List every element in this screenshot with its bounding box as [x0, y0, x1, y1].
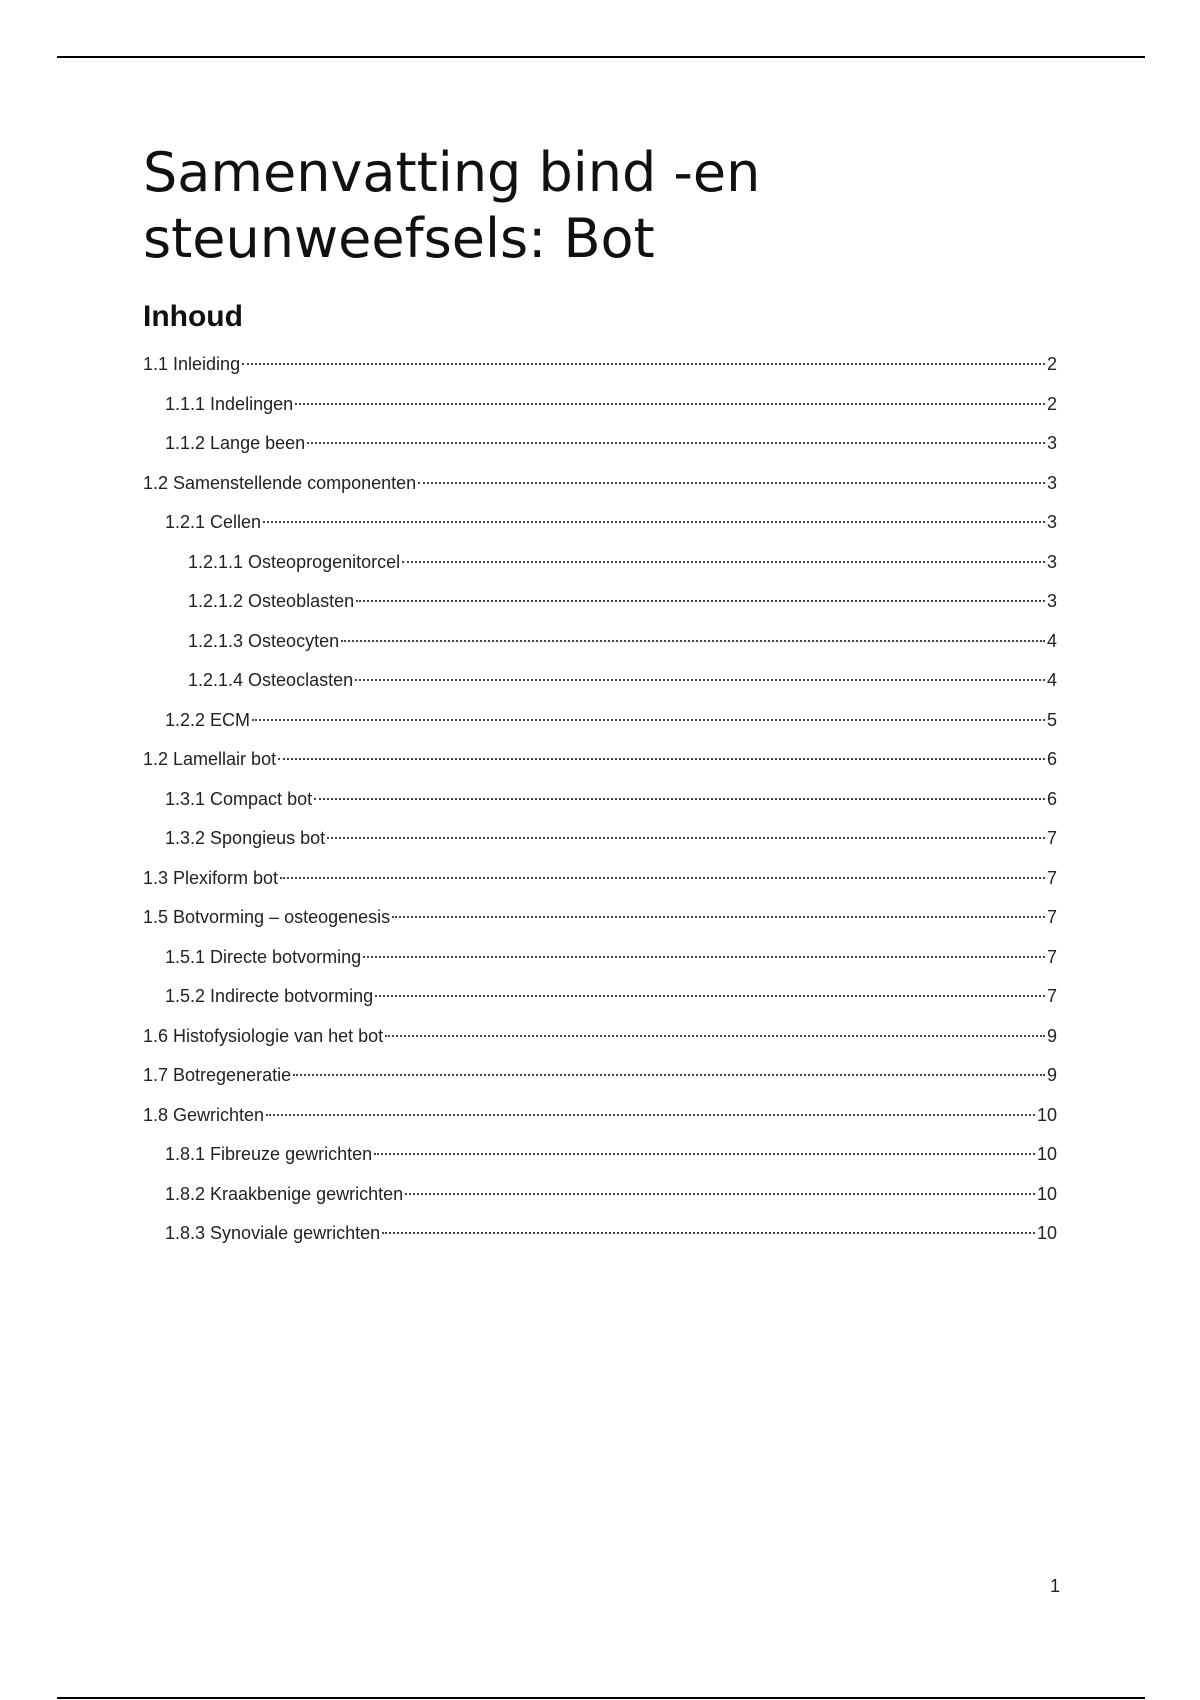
toc-entry-title: 1.3.1 Compact bot [165, 788, 313, 809]
toc-entry[interactable] [143, 622, 1057, 662]
toc-entry[interactable] [143, 938, 1057, 978]
toc-entry[interactable] [143, 1135, 1057, 1175]
toc-entry[interactable] [143, 1214, 1057, 1254]
toc-dot-leader [355, 679, 1045, 681]
toc-entry-title: 1.1 Inleiding [143, 354, 241, 374]
toc-entry[interactable] [143, 1175, 1057, 1215]
toc-entry-page: 6 [1046, 749, 1057, 769]
toc-entry[interactable] [143, 740, 1057, 780]
toc-entry-title: 1.8.3 Synoviale gewrichten [165, 1223, 381, 1243]
toc-dot-leader [266, 1114, 1035, 1116]
toc-entry-page: 4 [1046, 630, 1057, 651]
toc-entry-title: 1.2.2 ECM [165, 709, 251, 730]
toc-entry-page: 3 [1046, 551, 1057, 572]
toc-entry-page: 9 [1046, 1065, 1057, 1085]
title-line-1: Samenvatting bind -en [143, 141, 761, 204]
toc-entry-title: 1.1.1 Indelingen [165, 393, 294, 414]
toc-entry-page: 3 [1046, 433, 1057, 453]
toc-entry[interactable] [143, 859, 1057, 899]
toc-entry-page: 2 [1046, 354, 1057, 374]
toc-dot-leader [341, 640, 1045, 642]
toc-dot-leader [327, 837, 1045, 839]
toc-entry-title: 1.3.2 Spongieus bot [165, 828, 326, 848]
toc-dot-leader [263, 521, 1045, 523]
toc-entry-page: 7 [1046, 946, 1057, 967]
toc-entry[interactable] [143, 977, 1057, 1017]
header-rule [57, 56, 1145, 58]
toc-entry-page: 7 [1046, 986, 1057, 1006]
toc-entry-title: 1.5 Botvorming – osteogenesis [143, 907, 391, 927]
toc-dot-leader [363, 956, 1045, 958]
toc-dot-leader [392, 916, 1045, 918]
toc-entry-title: 1.2.1.2 Osteoblasten [188, 591, 355, 611]
toc-entry-page: 10 [1036, 1183, 1057, 1204]
toc-dot-leader [278, 758, 1045, 760]
toc-dot-leader [242, 363, 1045, 365]
title-line-2: steunweefsels: Bot [143, 207, 655, 270]
toc-entry[interactable] [143, 1096, 1057, 1136]
toc-entry-page: 3 [1046, 591, 1057, 611]
toc-entry-page: 3 [1046, 512, 1057, 532]
toc-dot-leader [375, 995, 1045, 997]
toc-entry-page: 10 [1036, 1104, 1057, 1125]
toc-entry-title: 1.5.1 Directe botvorming [165, 946, 362, 967]
toc-dot-leader [374, 1153, 1035, 1155]
table-of-contents [143, 345, 1057, 1254]
toc-entry[interactable] [143, 1017, 1057, 1057]
toc-dot-leader [307, 442, 1045, 444]
toc-entry-title: 1.8.2 Kraakbenige gewrichten [165, 1183, 404, 1204]
toc-entry[interactable] [143, 819, 1057, 859]
toc-dot-leader [418, 482, 1045, 484]
toc-entry-title: 1.2.1 Cellen [165, 512, 262, 532]
toc-entry-title: 1.8.1 Fibreuze gewrichten [165, 1144, 373, 1164]
toc-entry[interactable] [143, 543, 1057, 583]
toc-entry-title: 1.7 Botregeneratie [143, 1065, 292, 1085]
toc-dot-leader [252, 719, 1045, 721]
toc-entry[interactable] [143, 780, 1057, 820]
toc-entry-title: 1.3 Plexiform bot [143, 867, 279, 888]
toc-entry-title: 1.2 Samenstellende componenten [143, 472, 417, 493]
toc-entry[interactable] [143, 1056, 1057, 1096]
toc-dot-leader [293, 1074, 1045, 1076]
document-title [143, 140, 760, 272]
toc-entry-title: 1.5.2 Indirecte botvorming [165, 986, 374, 1006]
toc-entry-page: 2 [1046, 393, 1057, 414]
toc-entry[interactable] [143, 582, 1057, 622]
toc-entry-page: 7 [1046, 867, 1057, 888]
toc-entry-page: 7 [1046, 828, 1057, 848]
toc-dot-leader [405, 1193, 1035, 1195]
toc-dot-leader [295, 403, 1045, 405]
toc-entry-page: 4 [1046, 670, 1057, 690]
toc-entry[interactable] [143, 898, 1057, 938]
toc-entry[interactable] [143, 345, 1057, 385]
toc-entry-title: 1.2 Lamellair bot [143, 749, 277, 769]
toc-entry-page: 7 [1046, 907, 1057, 927]
toc-entry-page: 3 [1046, 472, 1057, 493]
toc-entry-page: 10 [1036, 1223, 1057, 1243]
toc-entry[interactable] [143, 385, 1057, 425]
toc-entry-title: 1.1.2 Lange been [165, 433, 306, 453]
toc-dot-leader [280, 877, 1045, 879]
toc-entry[interactable] [143, 503, 1057, 543]
toc-heading: Inhoud [143, 300, 243, 333]
toc-entry[interactable] [143, 701, 1057, 741]
toc-entry[interactable] [143, 424, 1057, 464]
toc-dot-leader [402, 561, 1045, 563]
toc-entry-page: 9 [1046, 1025, 1057, 1046]
toc-dot-leader [314, 798, 1045, 800]
toc-entry[interactable] [143, 464, 1057, 504]
toc-dot-leader [356, 600, 1045, 602]
toc-dot-leader [385, 1035, 1045, 1037]
toc-entry-title: 1.2.1.3 Osteocyten [188, 630, 340, 651]
toc-entry-page: 10 [1036, 1144, 1057, 1164]
toc-entry-title: 1.2.1.4 Osteoclasten [188, 670, 354, 690]
toc-entry-title: 1.2.1.1 Osteoprogenitorcel [188, 551, 401, 572]
footer-rule [57, 1697, 1145, 1699]
toc-entry-title: 1.8 Gewrichten [143, 1104, 265, 1125]
toc-entry-page: 6 [1046, 788, 1057, 809]
toc-entry-page: 5 [1046, 709, 1057, 730]
page-number: 1 [1049, 1576, 1060, 1596]
toc-entry-title: 1.6 Histofysiologie van het bot [143, 1025, 384, 1046]
toc-dot-leader [382, 1232, 1035, 1234]
toc-entry[interactable] [143, 661, 1057, 701]
